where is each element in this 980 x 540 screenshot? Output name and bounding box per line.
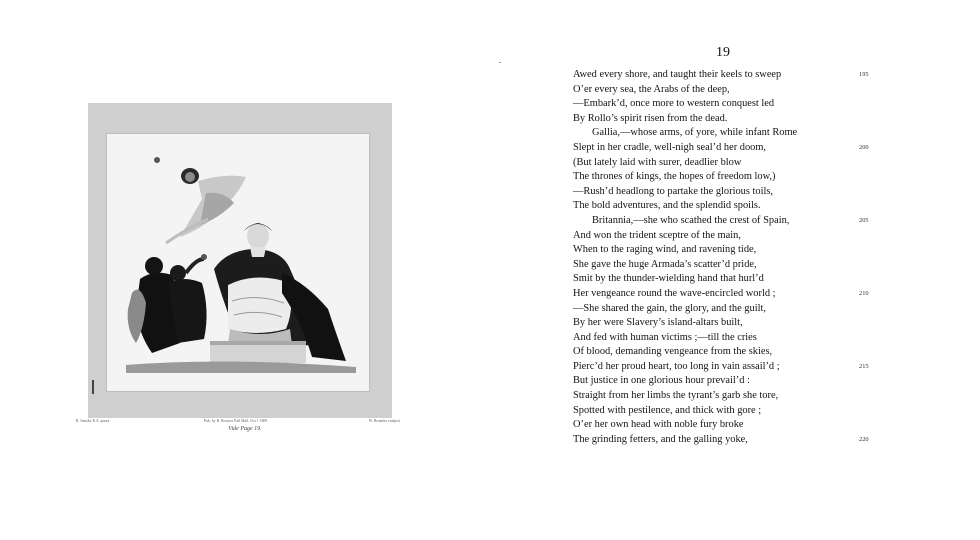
poem-line	[573, 156, 883, 171]
poem-line-text: The bold adventures, and the splendid spoils.	[573, 200, 761, 212]
poem-line-text: Her vengeance round the wave-encircled world ;	[573, 287, 776, 299]
poem-line	[573, 258, 883, 273]
page-number: 19	[716, 45, 730, 60]
artist-credit: R. Smirke R.A. pinxit	[76, 419, 110, 423]
poem-line	[573, 68, 883, 83]
poem-line	[573, 126, 883, 141]
poem-line-text: Awed every shore, and taught their keels to sweep	[573, 69, 782, 80]
poem-line-text: (But lately laid with surer, deadlier blow	[573, 156, 742, 168]
line-number: 205	[859, 216, 869, 224]
poem-line-text: She gave the huge Armada’s scatter’d pride,	[573, 258, 757, 270]
poem-line-text: O’er her own head with noble fury broke	[573, 419, 744, 431]
poem-line-text: The grinding fetters, and the galling yoke,	[573, 433, 748, 445]
line-number: 215	[859, 362, 869, 370]
plate-caption: Vide Page 19.	[228, 426, 262, 432]
poem-line-text: Slept in her cradle, well-nigh seal’d her doom,	[573, 141, 767, 153]
poem-line	[573, 141, 883, 156]
line-number: 200	[859, 143, 869, 151]
poem-line-text: O’er every sea, the Arabs of the deep,	[573, 83, 730, 95]
poem-line	[573, 83, 883, 98]
poem-line-text: —Rush’d headlong to partake the glorious toils,	[573, 185, 773, 197]
poem-line-text: Britannia,—she who scathed the crest of Spain,	[592, 214, 790, 226]
poem-line	[573, 97, 883, 112]
poem-line	[573, 199, 883, 214]
poem-line	[573, 272, 883, 287]
poem-line-text: Pierc’d her proud heart, too long in vain assail’d ;	[573, 360, 780, 372]
poem-line-text: Spotted with pestilence, and thick with gore ;	[573, 404, 762, 416]
floating-spirit-figure	[154, 157, 246, 243]
line-number: 220	[859, 435, 869, 443]
poem-line-text: When to the raging wind, and ravening tide,	[573, 244, 757, 256]
poem-line	[573, 331, 883, 346]
poem-line	[573, 389, 883, 404]
line-number: 210	[859, 289, 869, 297]
poem-line	[573, 287, 883, 302]
poem-line	[573, 170, 883, 185]
poem-line	[573, 404, 883, 419]
poem-line	[573, 214, 883, 229]
seated-figure	[214, 223, 346, 361]
engraving-illustration	[106, 133, 368, 390]
poem-line-text: By Rollo’s spirit risen from the dead.	[573, 112, 728, 124]
poem-line-text: —She shared the gain, the glory, and the guilt,	[573, 302, 766, 314]
poem-line-text: —Embark’d, once more to western conquest led	[573, 98, 775, 110]
poem-line	[573, 185, 883, 200]
poem-line-text: And fed with human victims ;—till the cries	[573, 331, 757, 343]
kneeling-figures	[128, 254, 207, 353]
poem-line-text: Gallia,—whose arms, of yore, while infant Rome	[592, 127, 798, 139]
poem-line-text: Straight from her limbs the tyrant’s garb she tore,	[573, 390, 779, 402]
poem-line	[573, 418, 883, 433]
poem-line-text: And won the trident sceptre of the main,	[573, 229, 741, 241]
engraver-credit: W. Bromley sculpsit	[368, 419, 400, 423]
poem-text	[573, 68, 883, 447]
poem-line-text: By her were Slavery’s island-altars built,	[573, 317, 743, 329]
line-number: 195	[859, 71, 869, 78]
poem-line	[573, 229, 883, 244]
poem-line	[573, 243, 883, 258]
plate-edge-mark	[92, 380, 94, 394]
poem-line-text: But justice in one glorious hour prevail’d :	[573, 375, 750, 387]
poem-line-text: The thrones of kings, the hopes of freedom low,)	[573, 171, 776, 183]
poem-line	[573, 302, 883, 317]
poem-line	[573, 316, 883, 331]
poem-line	[573, 112, 883, 127]
poem-line-text: Smit by the thunder-wielding hand that hurl’d	[573, 273, 764, 285]
poem-line	[573, 374, 883, 389]
poem-line	[573, 433, 883, 448]
poem-line-text: Of blood, demanding vengeance from the skies,	[573, 346, 773, 358]
poem-line	[573, 345, 883, 360]
paper-speck	[499, 62, 501, 63]
poem-line	[573, 360, 883, 375]
publisher-credit: Pub. by R. Bowyer Pall Mall, Oct 1 1809	[204, 419, 268, 423]
